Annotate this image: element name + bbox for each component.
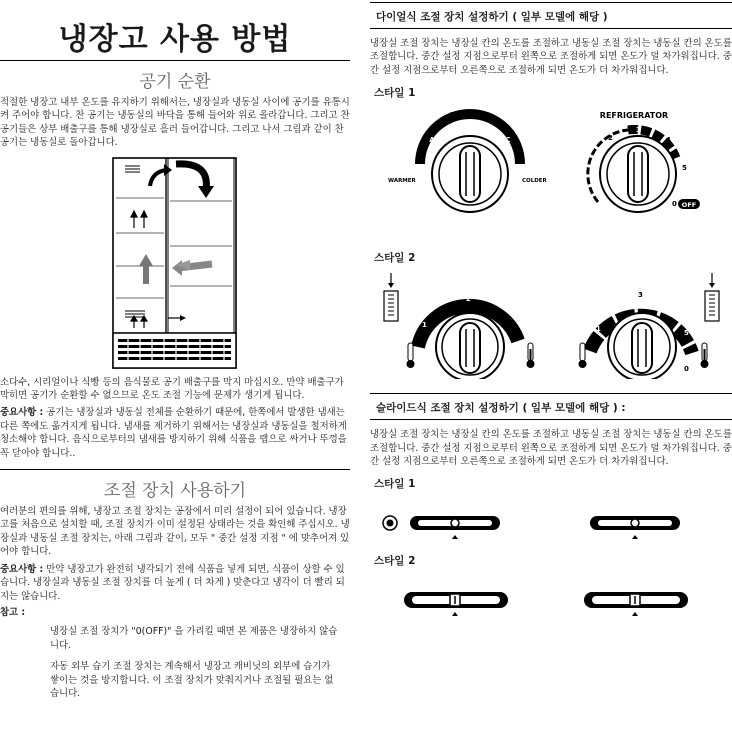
dial-controls-paragraph: 냉장실 조절 장치는 냉장실 칸의 온도를 조절하고 냉동실 조절 장치는 냉동실 칸의 온도를 조절합니다. 중간 설정 지점으로부터 왼쪽으로 조절하게 되면 온도가 덜 차가워집니다. 중간 설정 지점으로부터 오른쪽으로 조절하게 되면 온도가 더 차가워집니다. (370, 38, 732, 76)
fridge-airflow-diagram (0, 156, 350, 372)
slide-style-1-diagram (370, 493, 732, 553)
freezer2-setting-3: 3 (512, 323, 517, 332)
slide-controls-heading: 슬라이드식 조절 장치 설정하기 ( 일부 모델에 해당 ) : (376, 402, 626, 415)
dial-style-1-diagram (370, 102, 732, 242)
off-label: OFF (681, 201, 697, 210)
refrigerator-label: REFRIGERATOR (599, 111, 669, 121)
divider (370, 419, 732, 420)
freezer-setting-c: C (505, 136, 511, 145)
dial-style-1-label: 스타일 1 (374, 87, 416, 100)
divider (0, 60, 350, 61)
fridge2-setting-3: 3 (638, 291, 643, 300)
fridge2-setting-4: 4 (670, 303, 675, 312)
fridge-setting-4: 4 (666, 136, 671, 145)
important-label: 중요사항 : (0, 563, 44, 575)
divider (370, 28, 732, 29)
controls-heading: 조절 장치 사용하기 (103, 481, 247, 502)
divider (0, 469, 350, 470)
page-title: 냉장고 사용 방법 (58, 22, 292, 57)
dial-controls-heading: 다이얼식 조절 장치 설정하기 ( 일부 모델에 해당 ) (376, 11, 608, 23)
warmer-label: WARMER (388, 178, 416, 185)
controls-paragraph: 여러분의 편의를 위해, 냉장고 조절 장치는 공장에서 미리 설정이 되어 있습니다. 냉장고를 처음으로 설치할 때, 조절 장치가 이미 설정된 상태라는 것을 확인해 주십시오. 냉장실과 냉동실 조절 장치는, 아래 그림과 같이, 모두 " 중간 설정 지점 " 에 맞추어져 있어야 합니다. (0, 506, 350, 558)
note-label: 참고 : (0, 606, 26, 618)
slide-controls-paragraph: 냉장실 조절 장치는 냉장실 칸의 온도를 조절하고 냉동실 조절 장치는 냉동실 칸의 온도를 조절합니다. 중간 설정 지점으로부터 왼쪽으로 조절하게 되면 온도가 덜 차가워집니다. 중간 설정 지점으로부터 오른쪽으로 조절하게 되면 온도가 더 차가워집니다. (370, 429, 732, 468)
note-off: 냉장실 조절 장치가 "0(OFF)" 을 가리킬 때면 본 제품은 냉장하지 않습니다. (50, 626, 338, 651)
freezer2-setting-1: 1 (422, 321, 427, 330)
fridge2-setting-5: 5 (684, 329, 689, 338)
fridge-setting-2: 2 (608, 134, 613, 143)
fridge-setting-3: 3 (636, 126, 641, 135)
dial-style-2-diagram (370, 267, 732, 379)
fridge2-setting-0: 0 (684, 365, 689, 374)
controls-important-paragraph (0, 563, 350, 603)
important-text: 공기는 냉장실과 냉동실 전체를 순환하기 때문에, 한쪽에서 발생한 냄새는 다른 쪽에도 옮겨지게 됩니다. 냄새를 제거하기 위해서는 냉장실과 냉동실을 철저하게 청소해야 합니다. 음식으로부터의 냄새를 방지하기 위해 식품을 랩으로 싸거나 뚜껑을 꼭 닫아야 합니다.. (0, 407, 347, 459)
right-column (370, 0, 732, 630)
fridge-setting-5: 5 (682, 164, 687, 173)
vent-warning-paragraph: 소다수, 시리얼이나 식빵 등의 음식물로 공기 배출구를 막지 마십시오. 만약 배출구가 막히면 공기가 순환할 수 없으므로 온도 조절 기능에 문제가 생기게 됩니다. (0, 376, 344, 402)
air-circulation-heading: 공기 순환 (139, 72, 211, 92)
freezer2-setting-2: 2 (466, 295, 471, 304)
air-circulation-paragraph: 적절한 냉장고 내부 온도를 유지하기 위해서는, 냉장실과 냉동실 사이에 공기를 유통시켜 주어야 합니다. 찬 공기는 냉동실의 바닥을 통해 들어와 위로 올라갑니다. 그리고 찬 공기들은 상부 배출구를 통해 냉장실로 흘러 들어갑니다. 그리고 나서 그림과 같이 찬 공기는 냉동실로 돌아갑니다. (0, 97, 350, 149)
freezer-setting-b: B (467, 120, 473, 129)
fridge2-setting-1: 1 (596, 325, 601, 334)
divider (370, 2, 732, 3)
important-text: 만약 냉장고가 완전히 냉각되기 전에 식품을 넣게 되면, 식품이 상할 수 있습니다. 냉장실과 냉동실 조절 장치를 더 높게 ( 더 차게 ) 맞춘다고 냉각이 더 빨리 되지는 않습니다. (0, 563, 345, 602)
note-humidity: 자동 외부 습기 조절 장치는 계속해서 냉장고 캐비닛의 외부에 습기가 쌓이는 것을 방지합니다. 이 조절 장치가 맞춰지거나 조절될 필요는 없습니다. (50, 661, 334, 699)
slide-style-2-label: 스타일 2 (374, 555, 416, 568)
dial-style-2-label: 스타일 2 (374, 252, 416, 265)
fridge2-setting-2: 2 (610, 303, 615, 312)
slide-style-2-diagram (370, 570, 732, 630)
freezer-setting-a: A (429, 136, 435, 145)
freezer-label: FREEZER (450, 111, 490, 121)
divider (370, 393, 732, 394)
slide-style-1-label: 스타일 1 (374, 478, 416, 491)
colder-label: COLDER (522, 178, 547, 185)
left-column (0, 0, 350, 700)
air-important-paragraph (0, 406, 350, 460)
fridge-setting-0: 0 (672, 200, 677, 209)
important-label: 중요사항 : (0, 407, 44, 419)
